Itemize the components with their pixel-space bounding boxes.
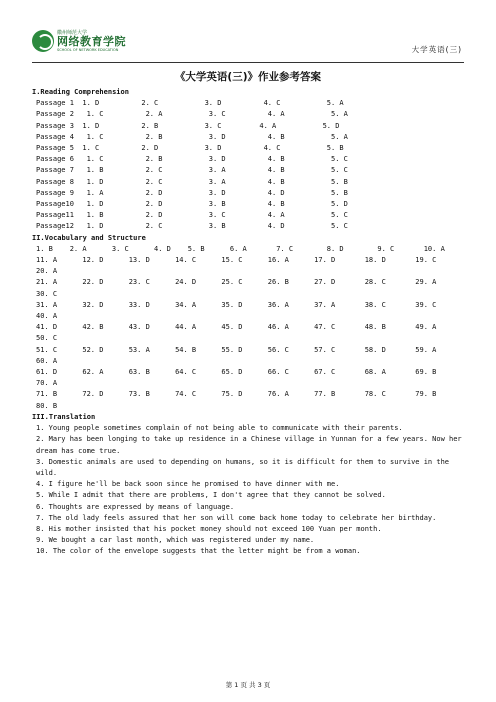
page-title: 《大学英语(三)》作业参考答案 (174, 71, 322, 83)
reading-answer-row: Passage 9 1. A 2. D 3. D 4. D 5. B (36, 188, 348, 197)
reading-answer-row: Passage 3 1. D 2. B 3. C 4. A 5. D (36, 121, 340, 130)
reading-answer-row: Passage 5 1. C 2. D 3. D 4. C 5. B (36, 144, 344, 153)
vocabulary-answer-row: 61. D 62. A 63. B 64. C 65. D 66. C 67. C 68. A 69. B 70. A (36, 368, 462, 388)
translation-answer-row: 9. We bought a car last month, which was registered under my name. (36, 536, 315, 545)
translation-answer-row: 6. Thoughts are expressed by means of language. (36, 502, 235, 511)
page-header (32, 0, 464, 63)
header-course-name: 大学英语(三) (411, 45, 462, 54)
reading-answer-row: Passage10 1. D 2. D 3. B 4. B 5. D (36, 200, 348, 209)
translation-answer-row: 1. Young people sometimes complain of not being able to communicate with their parents. (36, 424, 403, 433)
vocabulary-answer-row: 31. A 32. D 33. D 34. A 35. D 36. A 37. A 38. C 39. C 40. A (36, 300, 462, 321)
translation-answers (32, 423, 464, 557)
section-title-reading: I.Reading Comprehension (32, 88, 129, 96)
reading-answer-row: Passage 4 1. C 2. B 3. D 4. B 5. A (36, 132, 348, 141)
translation-answer-row: 10. The color of the envelope suggests that the letter might be from a woman. (36, 547, 361, 556)
document-body (32, 87, 464, 558)
vocabulary-answer-row: 71. B 72. D 73. B 74. C 75. D 76. A 77. B 78. C 79. B 80. B (36, 390, 462, 410)
translation-answer-row: 8. His mother insisted that his pocket money should not exceed 100 Yuan per month. (36, 524, 382, 533)
reading-answer-row: Passage11 1. B 2. D 3. C 4. A 5. C (36, 211, 348, 220)
logo-university-name: 徽州师范大学 (57, 30, 88, 36)
vocabulary-answers (32, 244, 464, 412)
section-title-vocabulary: II.Vocabulary and Structure (32, 233, 146, 242)
reading-answer-row: Passage 2 1. C 2. A 3. C 4. A 5. A (36, 110, 348, 119)
reading-answers (32, 98, 464, 232)
vocabulary-answer-row: 41. D 42. B 43. D 44. A 45. D 46. A 47. C 48. B 49. A 50. C (36, 323, 462, 343)
vocabulary-answer-row: 21. A 22. D 23. C 24. D 25. C 26. B 27. D 28. C 29. A 30. C (36, 278, 462, 298)
vocabulary-answer-row: 11. A 12. D 13. D 14. C 15. C 16. A 17. D 18. D 19. C 20. A (36, 256, 462, 276)
translation-answer-row: 2. Mary has been longing to take up residence in a Chinese village in Yunnan for a few years. Now her dream has come true. (36, 435, 462, 455)
page-footer: 第 1 页 共 3 页 (225, 681, 271, 689)
reading-answer-row: Passage 8 1. D 2. C 3. A 4. B 5. B (36, 177, 348, 186)
translation-answer-row: 4. I figure he'll be back soon since he promised to have dinner with me. (36, 480, 340, 489)
logo-school-name: 网络教育学院 (57, 35, 126, 48)
vocabulary-answer-row: 51. C 52. D 53. A 54. B 55. D 56. C 57. C 58. D 59. A 60. A (36, 345, 462, 365)
reading-answer-row: Passage 1 1. D 2. C 3. D 4. C 5. A (36, 99, 344, 108)
reading-answer-row: Passage 7 1. B 2. C 3. A 4. B 5. C (36, 166, 348, 175)
translation-answer-row: 5. While I admit that there are problems, I don't agree that they cannot be solved. (36, 491, 386, 500)
section-title-translation: III.Translation (32, 412, 96, 421)
translation-answer-row: 7. The old lady feels assured that her son will come back home today to celebrate her birthday. (36, 513, 437, 522)
reading-answer-row: Passage 6 1. C 2. B 3. D 4. B 5. C (36, 155, 348, 164)
reading-answer-row: Passage12 1. D 2. C 3. B 4. D 5. C (36, 222, 348, 231)
vocabulary-answer-row: 1. B 2. A 3. C 4. D 5. B 6. A 7. C 8. D 9. C 10. A (36, 244, 445, 253)
logo (32, 30, 126, 52)
logo-english-name: SCHOOL OF NETWORK EDUCATION (57, 48, 119, 52)
logo-emblem-icon (32, 30, 54, 52)
translation-answer-row: 3. Domestic animals are used to depending on humans, so it is difficult for them to survive in the wild. (36, 457, 450, 477)
